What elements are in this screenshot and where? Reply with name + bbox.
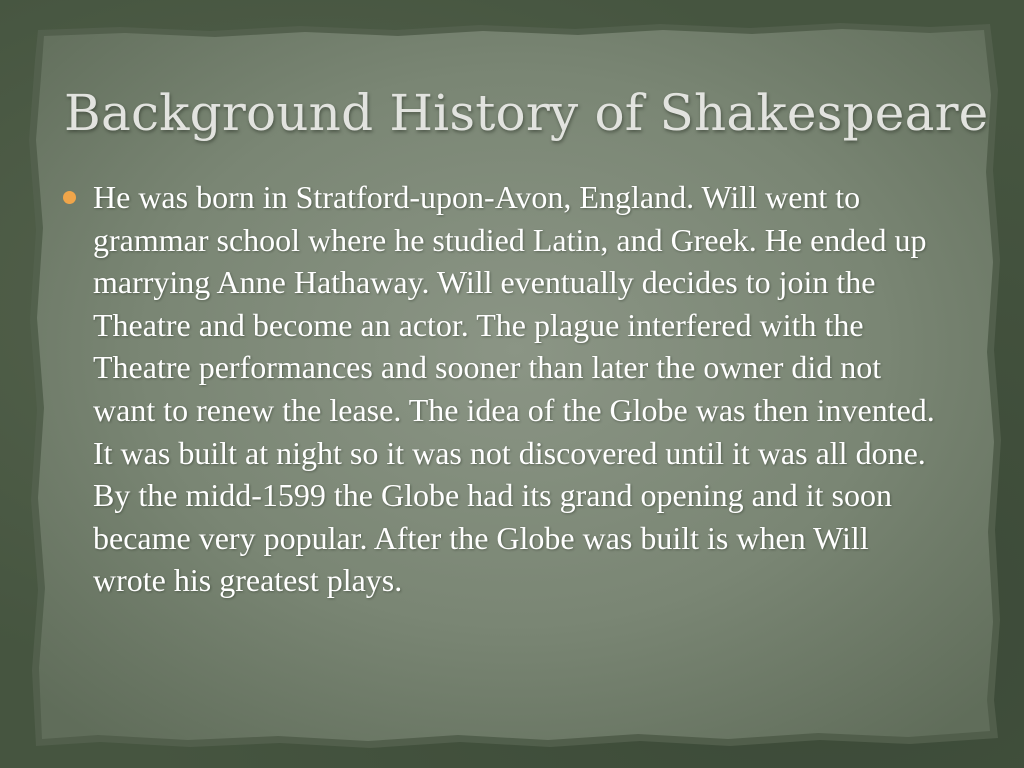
bullet-item (63, 176, 943, 602)
slide-title: Background History of Shakespeare (64, 84, 989, 142)
bullet-list (63, 176, 943, 602)
bullet-dot-icon (63, 191, 76, 204)
bullet-text: He was born in Stratford-upon-Avon, England. Will went to grammar school where he studied Latin, and Greek. He ended up marrying Anne Hathaway. Will eventually decides to join the Theatre and become an actor. The plague interfered with the Theatre performances and sooner than later the owner did not want to renew the lease. The idea of the Globe was then invented. It was built at night so it was not discovered until it was all done. By the midd-1599 the Globe had its grand opening and it soon became very popular. After the Globe was built is when Will wrote his greatest plays. (93, 179, 935, 599)
